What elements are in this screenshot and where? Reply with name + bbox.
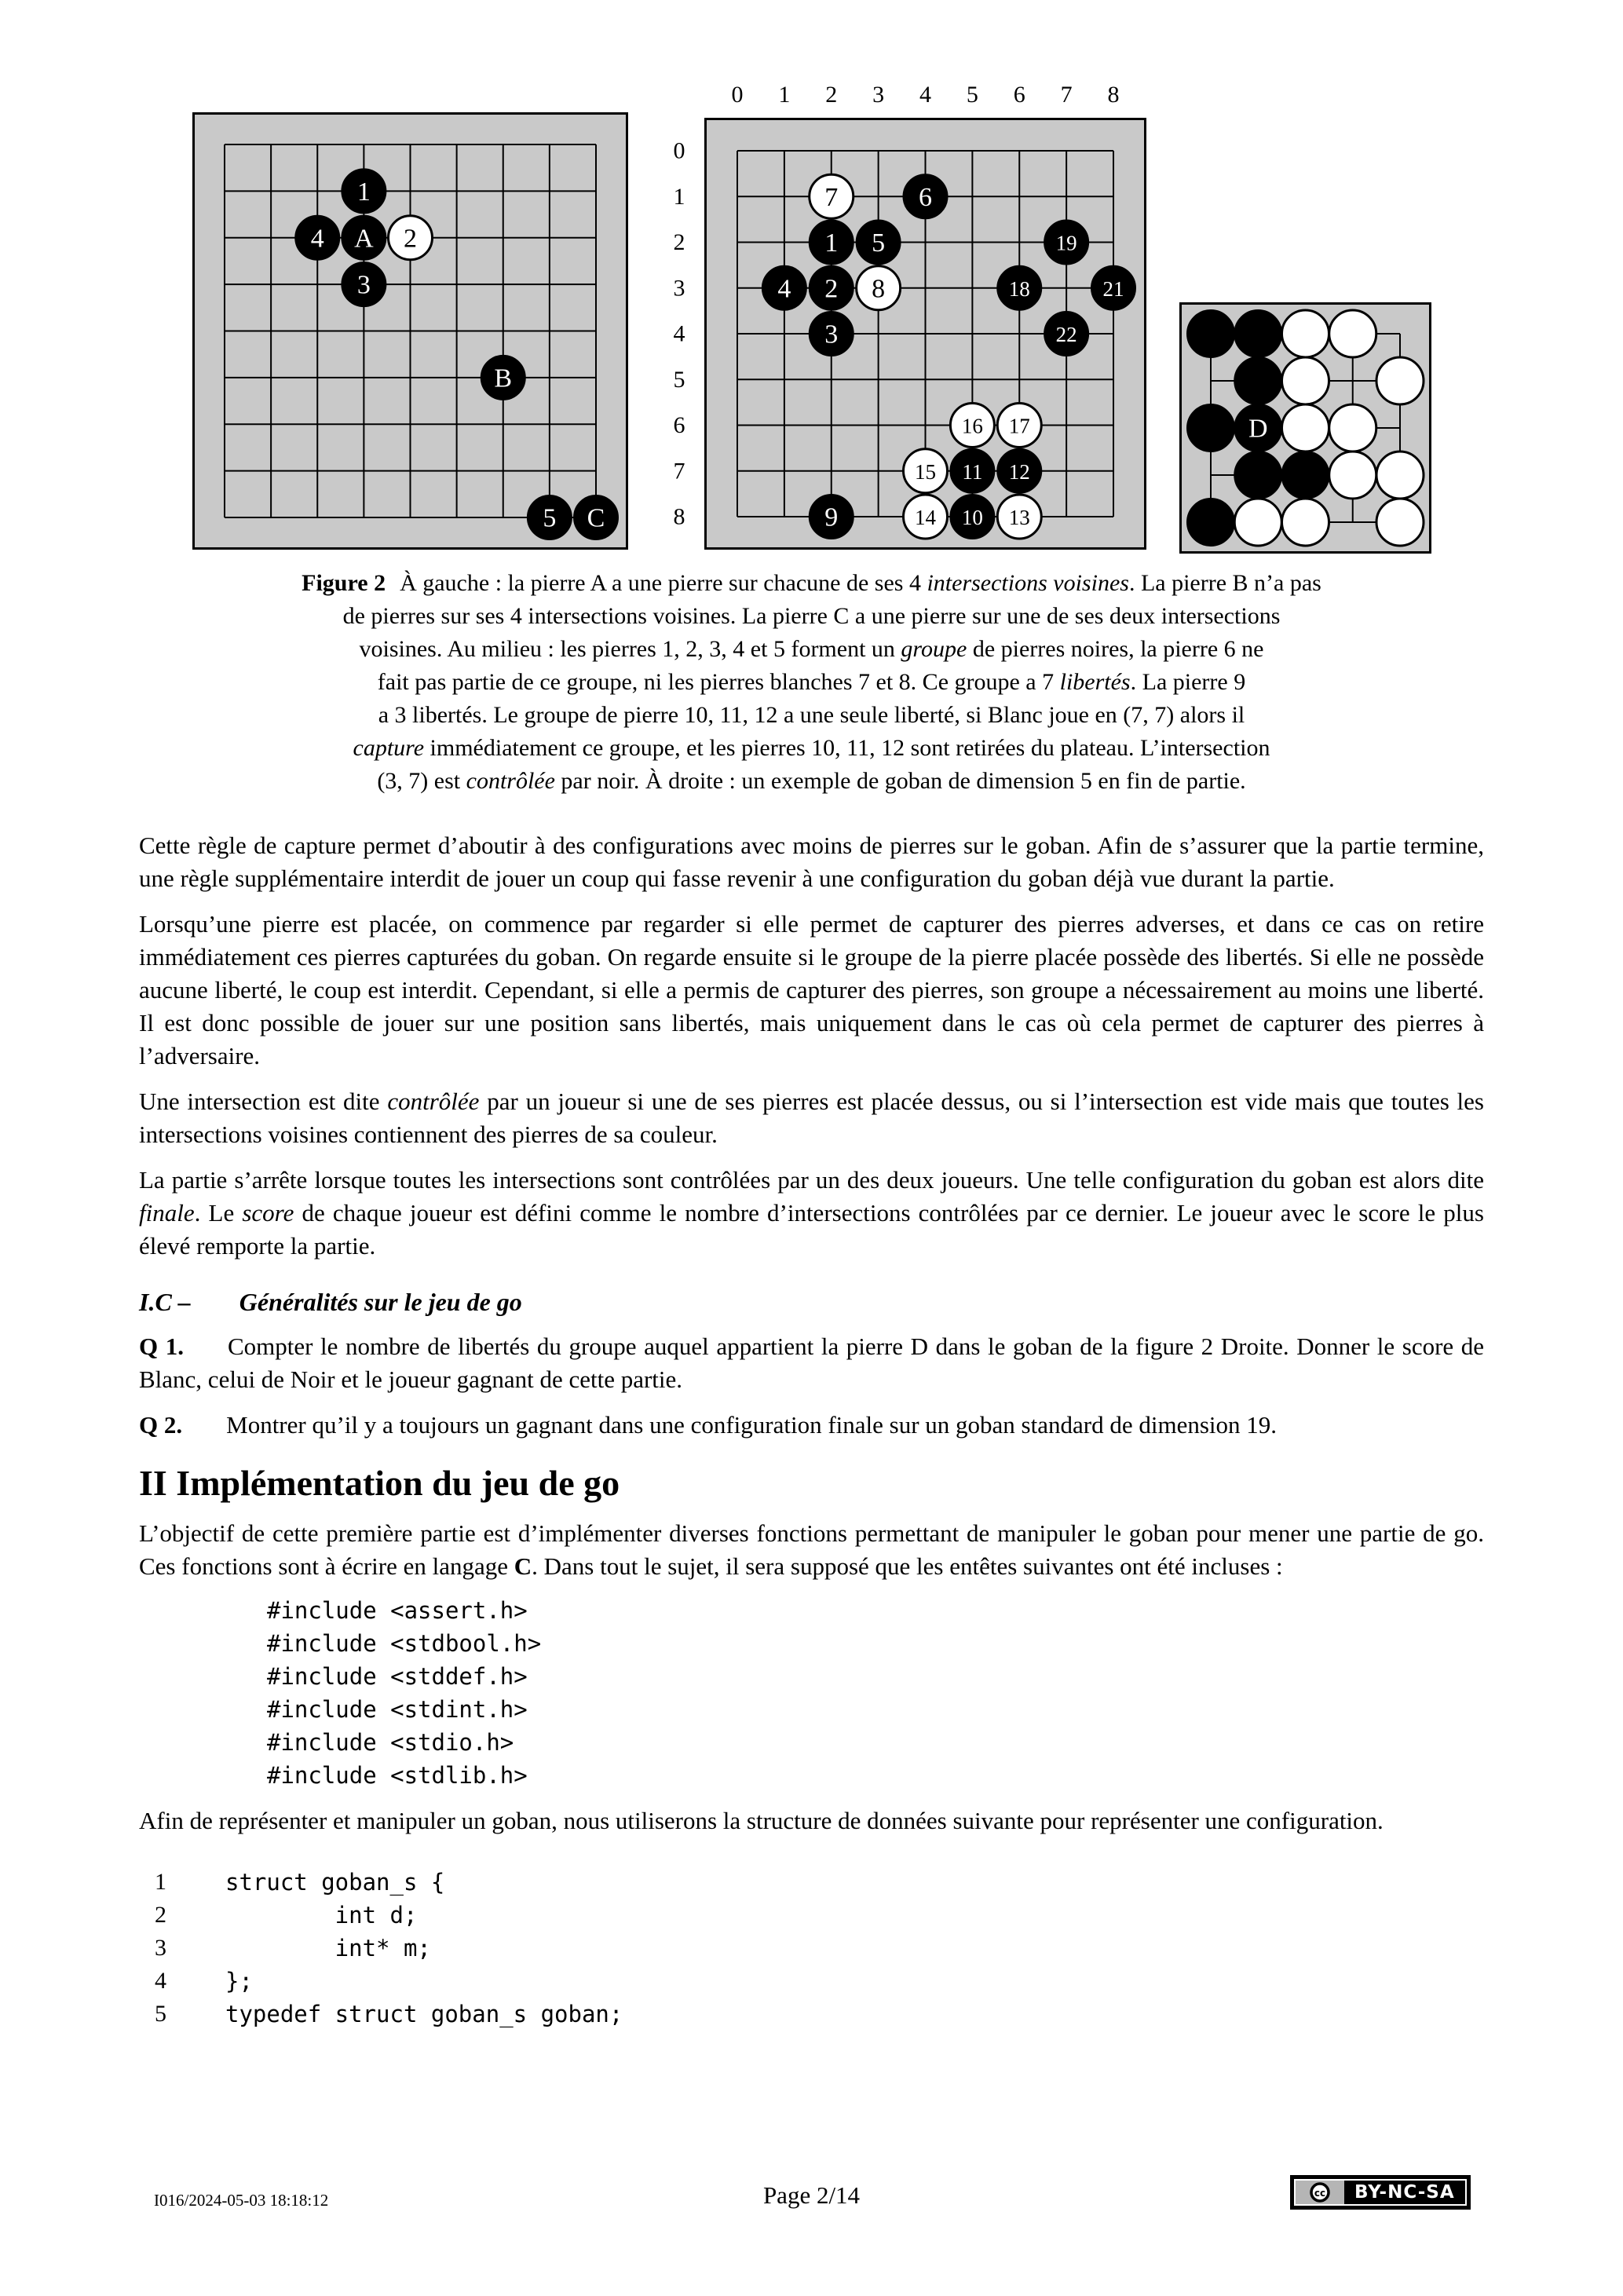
black-stone [1187, 404, 1234, 452]
paragraph [139, 1085, 1484, 1151]
license-badge [1290, 2175, 1471, 2210]
stone-label: 21 [1102, 276, 1124, 301]
text-run: . Dans tout le sujet, il sera supposé que les entêtes suivantes ont été incluses : [532, 1552, 1283, 1580]
black-stone [1187, 310, 1234, 357]
text-run: . Le [194, 1199, 243, 1227]
stone-label: 4 [777, 274, 791, 304]
text-run: de chaque joueur est défini comme le nombre d’intersections contrôlées par ce dernier. Le joueur avec le score le plus élevé remporte la partie. [139, 1199, 1484, 1260]
text-run: Cette règle de capture permet d’aboutir à des configurations avec moins de pierres sur le goban. Afin de s’assurer que la partie termine, une règle supplémentaire interdit de jouer un coup qui fasse revenir à une configuration du goban déjà vue durant la partie. [139, 832, 1484, 892]
code-row [139, 1932, 1484, 1965]
stone-label: 14 [915, 506, 936, 529]
white-stone [1282, 357, 1329, 404]
stone-label: 22 [1055, 323, 1077, 346]
code-line: #include <stdint.h> [267, 1696, 528, 1723]
question [139, 1409, 1484, 1442]
stone-label: 7 [824, 182, 839, 212]
paragraph [139, 1517, 1484, 1583]
stone-label: 15 [915, 459, 936, 484]
row-label: 2 [673, 229, 685, 255]
italic-text: score [242, 1199, 294, 1227]
text-run: La partie s’arrête lorsque toutes les intersections sont contrôlées par un des deux joueurs. Une telle configuration du goban est alors dite [139, 1166, 1484, 1194]
text-run: Une intersection est dite [139, 1088, 388, 1115]
code-row [139, 1899, 1484, 1932]
code-line: #include <stdlib.h> [267, 1762, 528, 1789]
stone-label: 2 [824, 274, 839, 304]
text-run: de pierres sur ses 4 intersections voisines. La pierre C a une pierre sur une de ses deux intersections [342, 603, 1281, 629]
stone-label: 5 [543, 503, 557, 533]
code-listing [139, 1866, 1484, 2031]
stone-label: 3 [824, 320, 839, 349]
col-label: 6 [1013, 82, 1025, 108]
question-label: Q 1. [139, 1333, 184, 1360]
code-line: #include <stddef.h> [267, 1663, 528, 1690]
stone-label: 8 [872, 274, 886, 304]
paragraph [139, 1804, 1484, 1837]
col-label: 1 [778, 82, 791, 108]
stone-label: 19 [1055, 231, 1077, 255]
subsection-heading [139, 1286, 1484, 1318]
code-text: typedef struct goban_s goban; [225, 2001, 623, 2027]
code-line: #include <stdio.h> [267, 1729, 514, 1756]
text-run: (3, 7) est [377, 768, 466, 794]
cc-icon [1296, 2181, 1344, 2204]
paragraph [139, 829, 1484, 895]
stone-label: 5 [872, 229, 886, 258]
stone-label: 1 [356, 177, 371, 207]
text-run: . La pierre 9 [1130, 669, 1246, 695]
license-badge-inner [1294, 2179, 1467, 2206]
code-row [139, 1866, 1484, 1899]
text-run: Montrer qu’il y a toujours un gagnant dans une configuration finale sur un goban standard de dimension 19. [226, 1411, 1277, 1439]
text-run: voisines. Au milieu : les pierres 1, 2, 3, 4 et 5 forment un [359, 636, 901, 662]
board-left [192, 112, 628, 550]
black-stone [1282, 452, 1329, 499]
caption-line [139, 732, 1484, 765]
paragraph [139, 1164, 1484, 1263]
section-heading: II Implémentation du jeu de go [139, 1463, 620, 1503]
text-run: Compter le nombre de libertés du groupe auquel appartient la pierre D dans le goban de la figure 2 Droite. Donner le score de Blanc, celui de Noir et le joueur gagnant de cette partie. [139, 1333, 1484, 1393]
caption-line [139, 666, 1484, 699]
white-stone [1234, 499, 1281, 546]
code-line-number: 2 [155, 1902, 166, 1928]
stone-label: B [494, 364, 513, 393]
subsection-number: I.C – [139, 1288, 191, 1316]
code-text: int* m; [225, 1935, 431, 1961]
stone-label: 11 [962, 459, 983, 484]
col-label: 0 [731, 82, 744, 108]
text-run: a 3 libertés. Le groupe de pierre 10, 11, 12 a une seule liberté, si Blanc joue en (7, 7) alors il [378, 702, 1245, 728]
caption-line [139, 699, 1484, 732]
stone-label: A [354, 224, 374, 254]
license-label: BY-NC-SA [1344, 2181, 1465, 2204]
white-stone [1282, 404, 1329, 452]
row-label: 5 [673, 366, 685, 393]
paragraph [139, 908, 1484, 1073]
col-label: 3 [872, 82, 885, 108]
text-run: par noir. À droite : un exemple de goban de dimension 5 en fin de partie. [554, 768, 1246, 794]
code-row [139, 1998, 1484, 2031]
caption-line [139, 765, 1484, 798]
black-stone [1234, 357, 1281, 404]
code-line: #include <assert.h> [267, 1597, 528, 1624]
question [139, 1330, 1484, 1396]
include-directives [267, 1594, 1484, 1792]
stone-label: 18 [1008, 276, 1030, 301]
body-text [139, 829, 1484, 2031]
row-label: 0 [673, 137, 685, 164]
text-run: de pierres noires, la pierre 6 ne [967, 636, 1264, 662]
question-label: Q 2. [139, 1411, 183, 1439]
caption-line [139, 633, 1484, 666]
code-line-number: 3 [155, 1935, 166, 1961]
page-number: Page 2/14 [762, 2181, 861, 2209]
white-stone [1329, 452, 1376, 499]
row-label: 6 [673, 412, 685, 438]
figure-caption [139, 567, 1484, 798]
code-text: int d; [225, 1902, 418, 1929]
figure-label: Figure 2 [302, 570, 386, 596]
white-stone [1376, 499, 1424, 546]
bold-text: C [514, 1552, 532, 1580]
col-label: 5 [966, 82, 978, 108]
stone-label: 3 [356, 270, 371, 300]
text-run: Lorsqu’une pierre est placée, on commence par regarder si elle permet de capturer des pierres adverses, et dans ce cas on retire immédiatement ces pierres capturées du goban. On regarde ensuite si le groupe de la pierre placée possède des libertés. Si elle ne possède aucune liberté, le coup est interdit. Cependant, si elle a permis de capturer des pierres, son groupe a nécessairement au moins une liberté. Il est donc possible de jouer sur une position sans libertés, mais uniquement dans le cas où cela permet de capturer des pierres à l’adversaire. [139, 910, 1484, 1069]
subsection-title: Généralités sur le jeu de go [239, 1288, 522, 1316]
stone-label: 16 [961, 414, 983, 438]
white-stone [1329, 310, 1376, 357]
stone-label: 10 [961, 506, 983, 529]
black-stone [1234, 310, 1281, 357]
italic-text: contrôlée [387, 1088, 480, 1115]
row-label: 1 [673, 183, 685, 210]
svg-text:cc: cc [1314, 2188, 1326, 2199]
code-text: struct goban_s { [225, 1869, 445, 1896]
row-label: 7 [673, 458, 685, 484]
italic-text: intersections voisines [927, 570, 1129, 596]
text-run: par un joueur si une de ses pierres est placée dessus, ou si l’intersection est vide mais que toutes les intersections voisines contiennent des pierres de sa couleur. [139, 1088, 1484, 1148]
board-middle [657, 71, 1146, 550]
white-stone [1282, 310, 1329, 357]
text-run: fait pas partie de ce groupe, ni les pierres blanches 7 et 8. Ce groupe a 7 [377, 669, 1060, 695]
caption-line [139, 567, 1484, 600]
stone-label: 9 [824, 503, 839, 532]
stone-label: 4 [310, 224, 324, 254]
italic-text: contrôlée [466, 768, 555, 794]
white-stone [1329, 404, 1376, 452]
col-label: 4 [919, 82, 931, 108]
row-label: 4 [673, 320, 685, 347]
code-text: }; [225, 1968, 253, 1994]
col-label: 2 [825, 82, 838, 108]
italic-text: finale [139, 1199, 195, 1227]
black-stone [1187, 499, 1234, 546]
code-line-number: 5 [155, 2001, 166, 2027]
text-run: . La pierre B n’a pas [1128, 570, 1321, 596]
white-stone [1282, 499, 1329, 546]
stone-label: 6 [919, 182, 932, 212]
code-row [139, 1965, 1484, 1998]
row-label: 3 [673, 275, 685, 302]
cc-circle-icon [1304, 2182, 1336, 2203]
stone-label: C [587, 503, 605, 533]
white-stone [1376, 357, 1424, 404]
stone-label: 12 [1008, 459, 1030, 484]
text-run: L’objectif de cette première partie est d’implémenter diverses fonctions permettant de manipuler le goban pour mener une partie de go. Ces fonctions sont à écrire en langage [139, 1519, 1484, 1580]
code-line-number: 1 [155, 1869, 166, 1895]
text-run: À gauche : la pierre A a une pierre sur chacune de ses 4 [400, 570, 927, 596]
col-label: 8 [1107, 82, 1120, 108]
text-run: Afin de représenter et manipuler un goban, nous utiliserons la structure de données suivante pour représenter une configuration. [139, 1807, 1384, 1834]
caption-line [139, 600, 1484, 633]
stone-label: 1 [824, 229, 839, 258]
black-stone [1234, 452, 1281, 499]
italic-text: capture [353, 735, 425, 761]
col-label: 7 [1060, 82, 1073, 108]
document-id: I016/2024-05-03 18:18:12 [154, 2191, 329, 2210]
stone-label: 13 [1008, 506, 1030, 529]
stone-label: 17 [1008, 414, 1030, 438]
board-right [1179, 302, 1431, 554]
figure-2 [139, 0, 1484, 567]
stone-label: 2 [404, 224, 417, 254]
italic-text: libertés [1059, 669, 1131, 695]
code-line-number: 4 [155, 1968, 166, 1994]
italic-text: groupe [901, 636, 967, 662]
white-stone [1376, 452, 1424, 499]
text-run: immédiatement ce groupe, et les pierres 10, 11, 12 sont retirées du plateau. L’intersection [424, 735, 1270, 761]
code-line: #include <stdbool.h> [267, 1630, 542, 1657]
page-footer [0, 2174, 1623, 2236]
stone-label: D [1248, 414, 1268, 444]
row-label: 8 [673, 503, 685, 530]
